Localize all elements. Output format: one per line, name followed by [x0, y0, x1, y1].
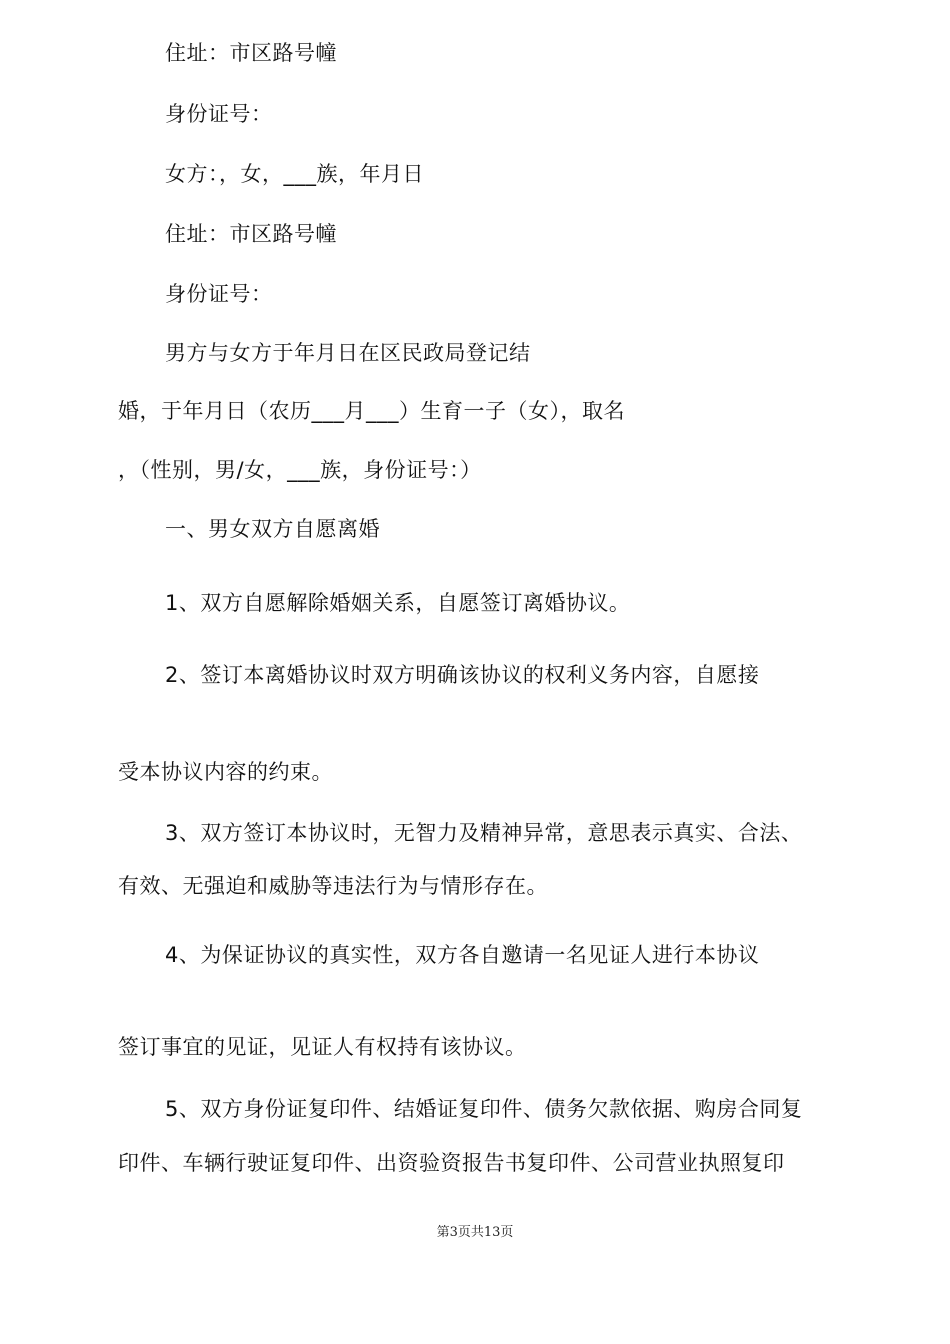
clause-4-continued: 签订事宜的见证，见证人有权持有该协议。	[118, 1035, 527, 1059]
clause-4: 4、为保证协议的真实性，双方各自邀请一名见证人进行本协议	[165, 943, 760, 967]
clause-5: 5、双方身份证复印件、结婚证复印件、债务欠款依据、购房合同复	[165, 1097, 803, 1121]
clause-2-continued: 受本协议内容的约束。	[118, 760, 333, 784]
page-number-footer: 第3页共13页	[436, 1225, 514, 1240]
marriage-child-line: 婚，于年月日（农历___月___）生育一子（女），取名	[118, 399, 625, 423]
marriage-registration-line: 男方与女方于年月日在区民政局登记结	[165, 341, 531, 365]
clause-3-continued: 有效、无强迫和威胁等违法行为与情形存在。	[118, 874, 548, 898]
clause-1: 1、双方自愿解除婚姻关系，自愿签订离婚协议。	[165, 591, 631, 615]
female-party-line: 女方：，女，___族，年月日	[165, 162, 424, 186]
id-number-line-male: 身份证号：	[165, 102, 273, 126]
id-number-line-female: 身份证号：	[165, 282, 273, 306]
section-heading: 一、男女双方自愿离婚	[165, 517, 380, 541]
child-info-line: ，（性别，男/女，___族，身份证号：）	[118, 458, 482, 482]
clause-3: 3、双方签订本协议时，无智力及精神异常，意思表示真实、合法、	[165, 821, 803, 845]
address-line-female: 住址：市区路号幢	[165, 222, 337, 246]
clause-5-continued: 印件、车辆行驶证复印件、出资验资报告书复印件、公司营业执照复印	[118, 1151, 785, 1175]
address-line-male: 住址：市区路号幢	[165, 41, 337, 65]
clause-2: 2、签订本离婚协议时双方明确该协议的权利义务内容，自愿接	[165, 663, 760, 687]
